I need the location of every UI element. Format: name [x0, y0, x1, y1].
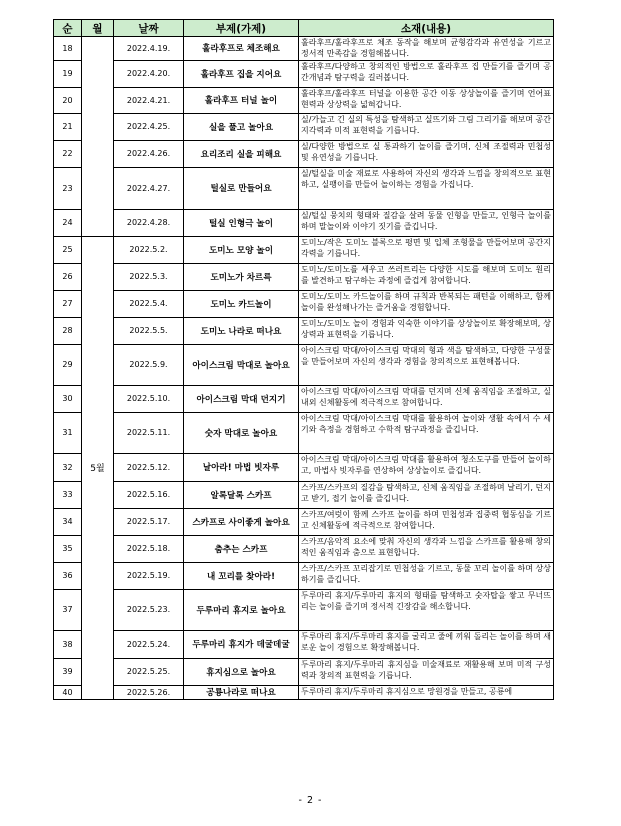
table-row [54, 87, 554, 113]
table-row [54, 589, 554, 630]
row-content: 두루마리 휴지/두루마리 휴지를 굴리고 줄에 끼워 돌리는 놀이를 하며 새로운 놀이 경험으로 확장해봅니다. [299, 630, 554, 658]
row-number: 40 [54, 685, 82, 699]
row-number: 33 [54, 481, 82, 508]
table-row [54, 508, 554, 535]
row-title: 도미노 모양 놀이 [184, 236, 299, 263]
table-row [54, 113, 554, 140]
row-title: 훌라후프로 체조해요 [184, 37, 299, 61]
row-title: 스카프로 사이좋게 놀아요 [184, 508, 299, 535]
row-date: 2022.4.28. [114, 209, 184, 236]
row-content: 도미노/도미노 놀이 경험과 익숙한 이야기를 상상놀이로 확장해보며, 상상력과 표현력을 기릅니다. [299, 317, 554, 344]
row-date: 2022.5.17. [114, 508, 184, 535]
table-row [54, 412, 554, 453]
row-number: 22 [54, 140, 82, 167]
schedule-table [53, 19, 554, 700]
row-number: 36 [54, 562, 82, 589]
row-content: 도미노/도미노를 세우고 쓰러트리는 다양한 시도를 해보며 도미노 원리를 발견하고 탐구하는 과정에 즐겁게 참여합니다. [299, 263, 554, 290]
row-title: 알록달록 스카프 [184, 481, 299, 508]
row-title: 춤추는 스카프 [184, 535, 299, 562]
row-date: 2022.5.23. [114, 589, 184, 630]
row-date: 2022.5.19. [114, 562, 184, 589]
table-row [54, 658, 554, 685]
row-content: 훌라후프/훌라후프 터널을 이용한 공간 이동 상상놀이를 즐기며 언어표현력과 상상력을 넓혀갑니다. [299, 87, 554, 113]
row-title: 아이스크림 막대로 놀아요 [184, 344, 299, 385]
row-date: 2022.5.16. [114, 481, 184, 508]
row-content: 실/털실 뭉치의 형태와 질감을 살려 동물 인형을 만들고, 인형극 놀이를 하며 말놀이와 이야기 짓기를 즐깁니다. [299, 209, 554, 236]
row-content: 두루마리 휴지/두루마리 휴지의 형태를 탐색하고 숫자탑을 쌓고 무너뜨리는 놀이를 즐기며 정서적 긴장감을 해소합니다. [299, 589, 554, 630]
row-number: 27 [54, 290, 82, 317]
table-header-row [54, 20, 554, 37]
row-title: 두루마리 휴지가 데굴데굴 [184, 630, 299, 658]
row-content: 아이스크림 막대/아이스크림 막대를 활용하여 놀이와 생활 속에서 수 세기와 측정을 경험하고 수학적 탐구과정을 즐깁니다. [299, 412, 554, 453]
table-row [54, 263, 554, 290]
row-title: 숫자 막대로 놀아요 [184, 412, 299, 453]
row-content: 스카프/여럿이 함께 스카프 놀이를 하며 민첩성과 집중력 협동심을 기르고 신체활동에 적극적으로 참여합니다. [299, 508, 554, 535]
row-number: 37 [54, 589, 82, 630]
row-number: 31 [54, 412, 82, 453]
header-content: 소재(내용) [299, 20, 554, 37]
header-seq: 순 [54, 20, 82, 37]
row-date: 2022.4.21. [114, 87, 184, 113]
row-date: 2022.5.3. [114, 263, 184, 290]
row-date: 2022.5.26. [114, 685, 184, 699]
row-content: 도미노/도미노 카드놀이를 하며 규칙과 반복되는 패턴을 이해하고, 함께 놀이를 완성해나가는 즐거움을 경험합니다. [299, 290, 554, 317]
table-row [54, 236, 554, 263]
row-date: 2022.5.9. [114, 344, 184, 385]
row-content: 훌라후프/다양하고 창의적인 방법으로 훌라후프 집 만들기를 즐기며 공간개념과 탐구력을 길러봅니다. [299, 60, 554, 87]
row-title: 실을 풀고 놀아요 [184, 113, 299, 140]
row-title: 털실 인형극 놀이 [184, 209, 299, 236]
row-date: 2022.5.18. [114, 535, 184, 562]
table-row [54, 344, 554, 385]
row-date: 2022.4.27. [114, 167, 184, 209]
row-date: 2022.4.25. [114, 113, 184, 140]
row-title: 내 꼬리를 찾아라! [184, 562, 299, 589]
table-row [54, 140, 554, 167]
row-date: 2022.5.11. [114, 412, 184, 453]
table-row [54, 167, 554, 209]
page-number: - 2 - [298, 795, 323, 806]
row-number: 34 [54, 508, 82, 535]
row-number: 20 [54, 87, 82, 113]
table-row [54, 37, 554, 61]
row-title: 날아라! 마법 빗자루 [184, 453, 299, 481]
row-number: 26 [54, 263, 82, 290]
row-content: 실/가늘고 긴 실의 특성을 탐색하고 실뜨기와 그림 그리기를 해보며 공간지각력과 미적 표현력을 기릅니다. [299, 113, 554, 140]
row-date: 2022.4.20. [114, 60, 184, 87]
row-date: 2022.5.24. [114, 630, 184, 658]
row-title: 공룡나라로 떠나요 [184, 685, 299, 699]
table-row [54, 60, 554, 87]
row-number: 24 [54, 209, 82, 236]
row-date: 2022.4.19. [114, 37, 184, 61]
row-number: 39 [54, 658, 82, 685]
header-subtitle: 부제(가제) [184, 20, 299, 37]
row-number: 30 [54, 385, 82, 412]
row-content: 스카프/스카프 꼬리잡기로 민첩성을 기르고, 동물 꼬리 놀이를 하며 상상하기를 즐깁니다. [299, 562, 554, 589]
row-number: 23 [54, 167, 82, 209]
row-number: 28 [54, 317, 82, 344]
table-row [54, 685, 554, 699]
row-title: 도미노 나라로 떠나요 [184, 317, 299, 344]
row-content: 아이스크림 막대/아이스크림 막대를 활용하여 청소도구를 만들어 놀이하고, 마법사 빗자루를 연상하여 상상놀이로 즐깁니다. [299, 453, 554, 481]
row-content: 아이스크림 막대/아이스크림 막대의 형과 색을 탐색하고, 다양한 구성물을 만들어보며 자신의 생각과 경험을 창의적으로 표현해봅니다. [299, 344, 554, 385]
table-row [54, 290, 554, 317]
table-row [54, 535, 554, 562]
row-content: 실/다양한 방법으로 실 통과하기 놀이를 즐기며, 신체 조절력과 민첩성 및 유연성을 기릅니다. [299, 140, 554, 167]
row-content: 스카프/스카프의 질감을 탐색하고, 신체 움직임을 조절하며 날리기, 던지고 받기, 접기 놀이를 즐깁니다. [299, 481, 554, 508]
row-date: 2022.4.26. [114, 140, 184, 167]
row-title: 아이스크림 막대 던지기 [184, 385, 299, 412]
table-row [54, 385, 554, 412]
row-title: 요리조리 실을 피해요 [184, 140, 299, 167]
row-date: 2022.5.2. [114, 236, 184, 263]
row-date: 2022.5.4. [114, 290, 184, 317]
row-title: 훌라후프 터널 놀이 [184, 87, 299, 113]
row-title: 휴지심으로 놀아요 [184, 658, 299, 685]
table-row [54, 630, 554, 658]
row-number: 29 [54, 344, 82, 385]
table-row [54, 562, 554, 589]
row-title: 털실로 만들어요 [184, 167, 299, 209]
row-number: 21 [54, 113, 82, 140]
row-title: 도미노 카드놀이 [184, 290, 299, 317]
row-title: 도미노가 차르륵 [184, 263, 299, 290]
row-number: 35 [54, 535, 82, 562]
table-row [54, 453, 554, 481]
table-row [54, 481, 554, 508]
month-cell-may: 5월 [82, 236, 114, 699]
table-row [54, 317, 554, 344]
row-title: 훌라후프 집을 지어요 [184, 60, 299, 87]
row-content: 도미노/작은 도미노 블록으로 평면 및 입체 조형물을 만들어보며 공간지각력을 기릅니다. [299, 236, 554, 263]
month-cell-april [82, 37, 114, 237]
row-content: 아이스크림 막대/아이스크림 막대를 던지며 신체 움직임을 조절하고, 실내외 신체활동에 적극적으로 참여합니다. [299, 385, 554, 412]
row-date: 2022.5.5. [114, 317, 184, 344]
row-content: 실/털실을 미술 재료로 사용하여 자신의 생각과 느낌을 창의적으로 표현하고, 실팽이를 만들어 놀이하는 경험을 가집니다. [299, 167, 554, 209]
row-number: 38 [54, 630, 82, 658]
row-content: 훌라후프/훌라후프로 체조 동작을 해보며 균형감각과 유연성을 기르고 정서적 만족감을 경험해봅니다. [299, 37, 554, 61]
row-date: 2022.5.10. [114, 385, 184, 412]
row-number: 25 [54, 236, 82, 263]
row-number: 19 [54, 60, 82, 87]
row-content: 두루마리 휴지/두루마리 휴지심으로 망원경을 만들고, 공룡에 [299, 685, 554, 699]
table-row [54, 209, 554, 236]
row-number: 32 [54, 453, 82, 481]
row-date: 2022.5.12. [114, 453, 184, 481]
row-number: 18 [54, 37, 82, 61]
row-content: 두루마리 휴지/두루마리 휴지심을 미술재료로 재활용해 보며 미적 구성력과 창의적 표현력을 기릅니다. [299, 658, 554, 685]
header-month: 월 [82, 20, 114, 37]
row-content: 스카프/음악적 요소에 맞춰 자신의 생각과 느낌을 스카프를 활용해 창의적인 움직임과 춤으로 표현합니다. [299, 535, 554, 562]
row-date: 2022.5.25. [114, 658, 184, 685]
header-date: 날짜 [114, 20, 184, 37]
row-title: 두루마리 휴지로 놀아요 [184, 589, 299, 630]
